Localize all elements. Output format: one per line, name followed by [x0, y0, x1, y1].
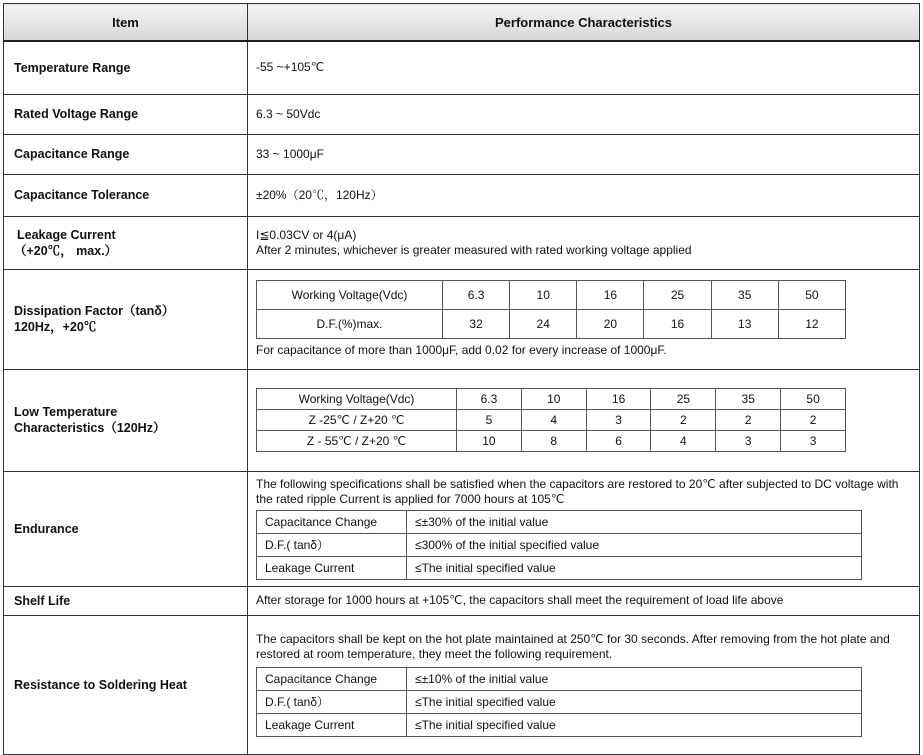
capacitance-label: Capacitance Range	[4, 134, 248, 174]
dissipation-values-row	[257, 310, 846, 339]
header-performance: Performance Characteristics	[248, 4, 920, 42]
endurance-intro: The following specifications shall be satisfied when the capacitors are restored to 20℃ after subjected to DC voltage with the rated ripple Current is applied for 7000 hours at 105℃	[256, 477, 899, 506]
low-temp-cell: 4	[651, 431, 716, 452]
dissipation-label-line1: Dissipation Factor（tanδ）	[14, 304, 175, 318]
dissipation-header-row	[257, 281, 846, 310]
dissipation-label	[4, 269, 248, 369]
low-temp-header-cell: Working Voltage(Vdc)	[257, 389, 457, 410]
temperature-label: Temperature Range	[4, 41, 248, 94]
dissipation-header-cell: 10	[510, 281, 577, 310]
row-capacitance	[4, 134, 920, 174]
soldering-subtable	[256, 667, 862, 737]
endurance-row	[257, 511, 862, 534]
spec-table	[3, 3, 920, 755]
leakage-value-line2: After 2 minutes, whichever is greater measured with rated working voltage applied	[256, 242, 692, 257]
row-tolerance	[4, 174, 920, 216]
row-soldering	[4, 615, 920, 754]
leakage-label-line1: Leakage Current	[17, 227, 116, 242]
shelf-label: Shelf Life	[4, 586, 248, 615]
soldering-criterion: ≤The initial specified value	[407, 714, 862, 737]
soldering-key: Leakage Current	[257, 714, 407, 737]
tolerance-value: ±20%（20℃，120Hz）	[248, 174, 920, 216]
soldering-criterion: ≤The initial specified value	[407, 691, 862, 714]
dissipation-value-cell: 20	[577, 310, 644, 339]
soldering-row	[257, 668, 862, 691]
row-voltage	[4, 94, 920, 134]
voltage-value: 6.3 ~ 50Vdc	[248, 94, 920, 134]
soldering-intro: The capacitors shall be kept on the hot plate maintained at 250℃ for 30 seconds. After removing from the hot plate and restored at room temperature, they meet the following requirement.	[256, 632, 890, 661]
low-temp-value	[248, 369, 920, 471]
shelf-value: After storage for 1000 hours at +105℃, the capacitors shall meet the requirement of load life above	[248, 586, 920, 615]
row-low-temp	[4, 369, 920, 471]
leakage-label-line2: （+20℃， max.）	[14, 243, 118, 258]
low-temp-cell: 8	[521, 431, 586, 452]
dissipation-value	[248, 269, 920, 369]
low-temp-cell: 2	[781, 410, 846, 431]
dissipation-subtable	[256, 280, 846, 339]
low-temp-header-row	[257, 389, 846, 410]
low-temp-header-cell: 25	[651, 389, 716, 410]
dissipation-value-cell: 32	[443, 310, 510, 339]
header-item: Item	[4, 4, 248, 42]
soldering-key: Capacitance Change	[257, 668, 407, 691]
endurance-key: D.F.( tanδ）	[257, 534, 407, 557]
low-temp-cell: 3	[716, 431, 781, 452]
low-temp-cell: Z -25℃ / Z+20 ℃	[257, 410, 457, 431]
low-temp-header-cell: 35	[716, 389, 781, 410]
temperature-value: -55 ~+105℃	[248, 41, 920, 94]
endurance-subtable	[256, 510, 862, 580]
row-shelf	[4, 586, 920, 615]
low-temp-cell: 2	[716, 410, 781, 431]
endurance-criterion: ≤The initial specified value	[407, 557, 862, 580]
low-temp-label-line1: Low Temperature	[14, 405, 118, 419]
low-temp-cell: 4	[521, 410, 586, 431]
low-temp-cell: Z - 55℃ / Z+20 ℃	[257, 431, 457, 452]
endurance-criterion: ≤300% of the initial specified value	[407, 534, 862, 557]
endurance-key: Capacitance Change	[257, 511, 407, 534]
row-dissipation	[4, 269, 920, 369]
leakage-label	[4, 216, 248, 269]
low-temp-label-line2: Characteristics（120Hz）	[14, 421, 166, 435]
low-temp-cell: 5	[457, 410, 522, 431]
soldering-label: Resistance to Soldering Heat	[4, 615, 248, 754]
soldering-key: D.F.( tanδ）	[257, 691, 407, 714]
endurance-key: Leakage Current	[257, 557, 407, 580]
soldering-value	[248, 615, 920, 754]
low-temp-row-25	[257, 410, 846, 431]
tolerance-label: Capacitance Tolerance	[4, 174, 248, 216]
low-temp-header-cell: 50	[781, 389, 846, 410]
low-temp-subtable	[256, 388, 846, 452]
endurance-row	[257, 534, 862, 557]
low-temp-header-cell: 10	[521, 389, 586, 410]
dissipation-value-cell: 13	[711, 310, 778, 339]
low-temp-row-55	[257, 431, 846, 452]
dissipation-header-cell: 16	[577, 281, 644, 310]
endurance-criterion: ≤±30% of the initial value	[407, 511, 862, 534]
soldering-row	[257, 714, 862, 737]
dissipation-header-cell: 50	[778, 281, 845, 310]
low-temp-cell: 6	[586, 431, 651, 452]
dissipation-header-cell: 6.3	[443, 281, 510, 310]
low-temp-cell: 2	[651, 410, 716, 431]
dissipation-value-cell: 16	[644, 310, 711, 339]
row-temperature	[4, 41, 920, 94]
low-temp-label	[4, 369, 248, 471]
low-temp-cell: 3	[586, 410, 651, 431]
dissipation-value-cell: 24	[510, 310, 577, 339]
dissipation-header-cell: Working Voltage(Vdc)	[257, 281, 443, 310]
dissipation-header-cell: 35	[711, 281, 778, 310]
low-temp-cell: 10	[457, 431, 522, 452]
voltage-label: Rated Voltage Range	[4, 94, 248, 134]
endurance-label: Endurance	[4, 471, 248, 586]
header-row	[4, 4, 920, 42]
dissipation-value-cell: D.F.(%)max.	[257, 310, 443, 339]
dissipation-note: For capacitance of more than 1000μF, add 0.02 for every increase of 1000μF.	[256, 343, 667, 357]
low-temp-cell: 3	[781, 431, 846, 452]
soldering-criterion: ≤±10% of the initial value	[407, 668, 862, 691]
row-leakage	[4, 216, 920, 269]
dissipation-header-cell: 25	[644, 281, 711, 310]
leakage-value	[248, 216, 920, 269]
low-temp-header-cell: 16	[586, 389, 651, 410]
dissipation-value-cell: 12	[778, 310, 845, 339]
capacitance-value: 33 ~ 1000μF	[248, 134, 920, 174]
dissipation-label-line2: 120Hz，+20℃	[14, 320, 97, 334]
leakage-value-line1: I≦0.03CV or 4(μA)	[256, 227, 357, 242]
endurance-value	[248, 471, 920, 586]
low-temp-header-cell: 6.3	[457, 389, 522, 410]
row-endurance	[4, 471, 920, 586]
endurance-row	[257, 557, 862, 580]
soldering-row	[257, 691, 862, 714]
